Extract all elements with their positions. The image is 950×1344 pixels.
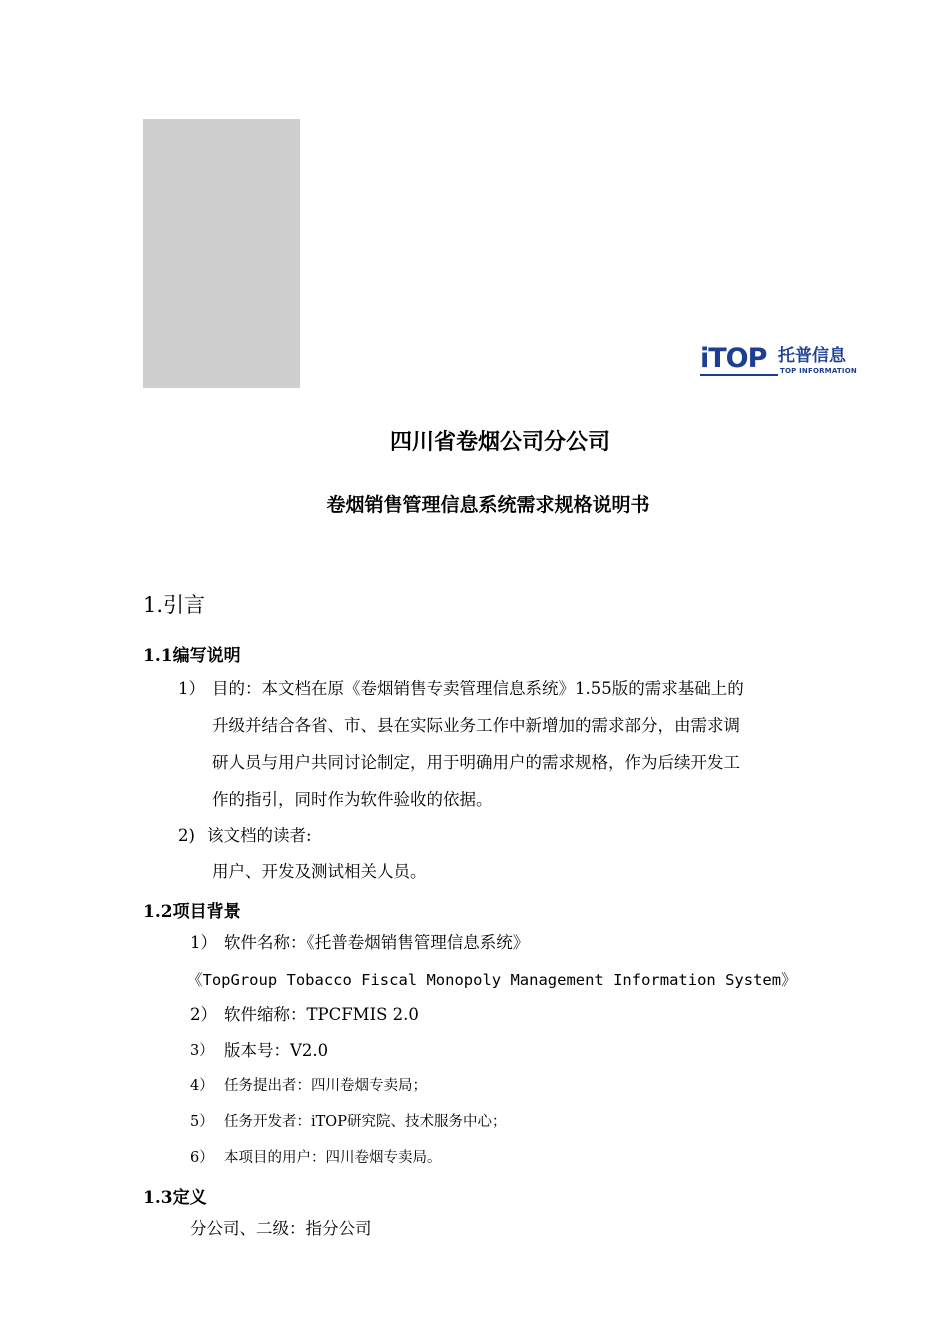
- list-item-number: 3）: [190, 1043, 214, 1059]
- list-item-number: 2): [178, 826, 195, 845]
- purpose-line-4: 作的指引，同时作为软件验收的依据。: [212, 790, 493, 809]
- task-developer: 任务开发者：iTOP研究院、技术服务中心；: [224, 1114, 507, 1130]
- logo-english-name: TOP INFORMATION: [780, 367, 857, 375]
- readers-detail: 用户、开发及测试相关人员。: [212, 862, 427, 881]
- list-item-number: 5）: [190, 1114, 214, 1130]
- task-proposer: 任务提出者：四川卷烟专卖局；: [224, 1078, 427, 1094]
- purpose-line-3: 研人员与用户共同讨论制定，用于明确用户的需求规格，作为后续开发工: [212, 753, 740, 772]
- list-item-number: 6）: [190, 1150, 214, 1166]
- readers-label: 该文档的读者:: [207, 826, 312, 845]
- list-item-number: 1）: [190, 933, 217, 952]
- company-logo: [700, 344, 862, 378]
- logo-mark: iTOP: [700, 343, 767, 374]
- software-english-name: 《TopGroup Tobacco Fiscal Monopoly Management Information System》: [187, 971, 797, 989]
- subsection-heading-definitions: 1.3定义: [143, 1188, 207, 1208]
- subsection-heading-writing-notes: 1.1编写说明: [143, 646, 241, 666]
- software-abbreviation: 软件缩称：TPCFMIS 2.0: [224, 1005, 419, 1024]
- document-title: 四川省卷烟公司分公司: [389, 430, 610, 455]
- list-item-number: 1）: [178, 679, 205, 698]
- logo-chinese-name: 托普信息: [778, 346, 846, 366]
- purpose-line-2: 升级并结合各省、市、县在实际业务工作中新增加的需求部分，由需求调: [212, 716, 740, 735]
- definition-text: 分公司、二级：指分公司: [190, 1219, 372, 1238]
- section-heading-introduction: 1.引言: [143, 593, 206, 617]
- project-users: 本项目的用户：四川卷烟专卖局。: [224, 1150, 442, 1166]
- list-item-number: 2）: [190, 1005, 217, 1024]
- list-item-number: 4）: [190, 1078, 214, 1094]
- logo-underline: [700, 374, 778, 376]
- cover-image-placeholder: [143, 119, 300, 388]
- software-name: 软件名称：《托普卷烟销售管理信息系统》: [224, 933, 530, 952]
- version-number: 版本号：V2.0: [224, 1041, 329, 1060]
- subsection-heading-project-background: 1.2项目背景: [143, 902, 241, 922]
- purpose-line-1: 目的：本文档在原《卷烟销售专卖管理信息系统》1.55版的需求基础上的: [212, 679, 744, 698]
- document-subtitle: 卷烟销售管理信息系统需求规格说明书: [326, 494, 650, 516]
